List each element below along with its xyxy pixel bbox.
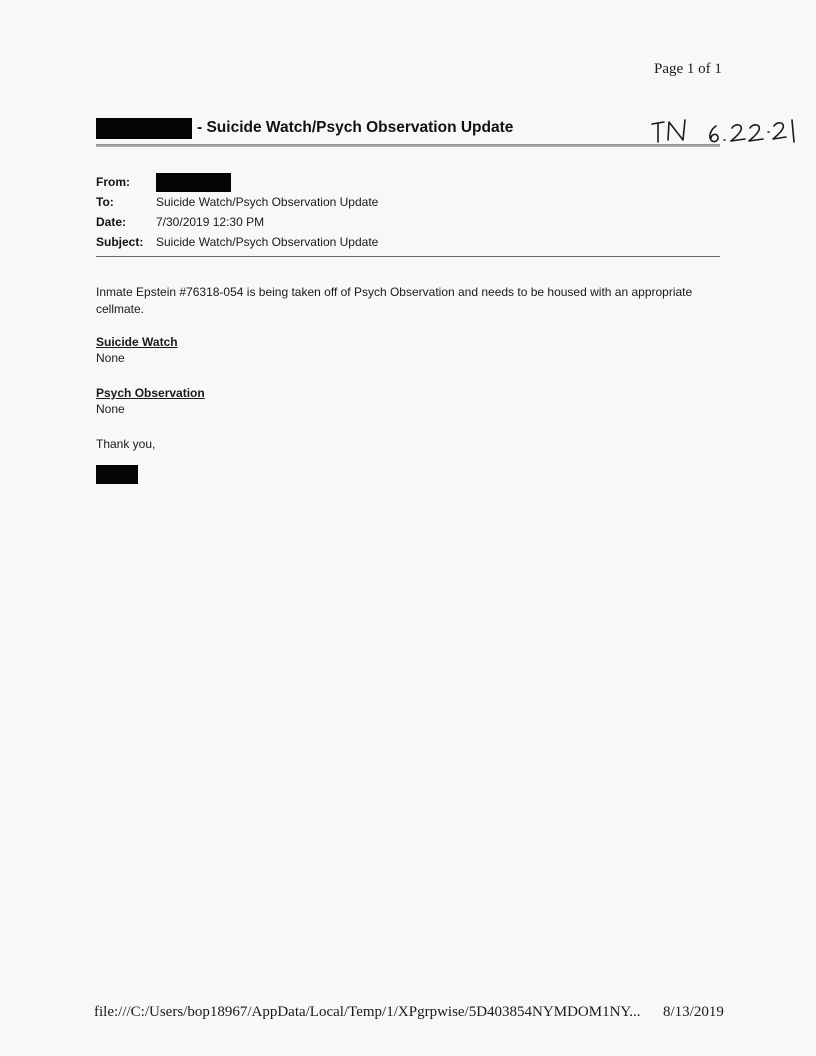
headers-divider: [96, 256, 720, 257]
subject-label: Subject:: [96, 235, 144, 249]
suicide-watch-heading: Suicide Watch: [96, 335, 178, 349]
subject-row: [96, 232, 378, 252]
date-value: 7/30/2019 12:30 PM: [156, 215, 265, 229]
from-row: [96, 172, 378, 192]
page-number: Page 1 of 1: [654, 61, 722, 77]
psych-observation-heading: Psych Observation: [96, 386, 205, 400]
signature-redaction-block: [96, 465, 138, 484]
email-title-text: - Suicide Watch/Psych Observation Update: [197, 119, 514, 136]
suicide-watch-section: [96, 334, 178, 366]
email-title: [96, 117, 513, 139]
suicide-watch-value: None: [96, 351, 125, 365]
date-label: Date:: [96, 215, 127, 229]
date-row: [96, 212, 378, 232]
footer-file-path: file:///C:/Users/bop18967/AppData/Local/Temp/1/XPgrpwise/5D403854NYMDOM1NY...: [94, 1004, 641, 1020]
title-redaction-block: [96, 118, 192, 139]
footer-print-date: 8/13/2019: [663, 1004, 724, 1020]
closing-text: Thank you,: [96, 437, 156, 451]
to-value: Suicide Watch/Psych Observation Update: [156, 195, 379, 209]
title-divider: [96, 144, 720, 147]
to-label: To:: [96, 195, 114, 209]
handwritten-initials-date: [650, 112, 800, 148]
psych-observation-section: [96, 385, 205, 417]
from-label: From:: [96, 175, 130, 189]
psych-observation-value: None: [96, 402, 125, 416]
to-row: [96, 192, 378, 212]
message-body: Inmate Epstein #76318-054 is being taken off of Psych Observation and needs to be housed with an appropriate cellmate.: [96, 285, 693, 316]
subject-value: Suicide Watch/Psych Observation Update: [156, 235, 379, 249]
from-redaction-block: [156, 173, 231, 192]
email-headers: [96, 172, 378, 252]
